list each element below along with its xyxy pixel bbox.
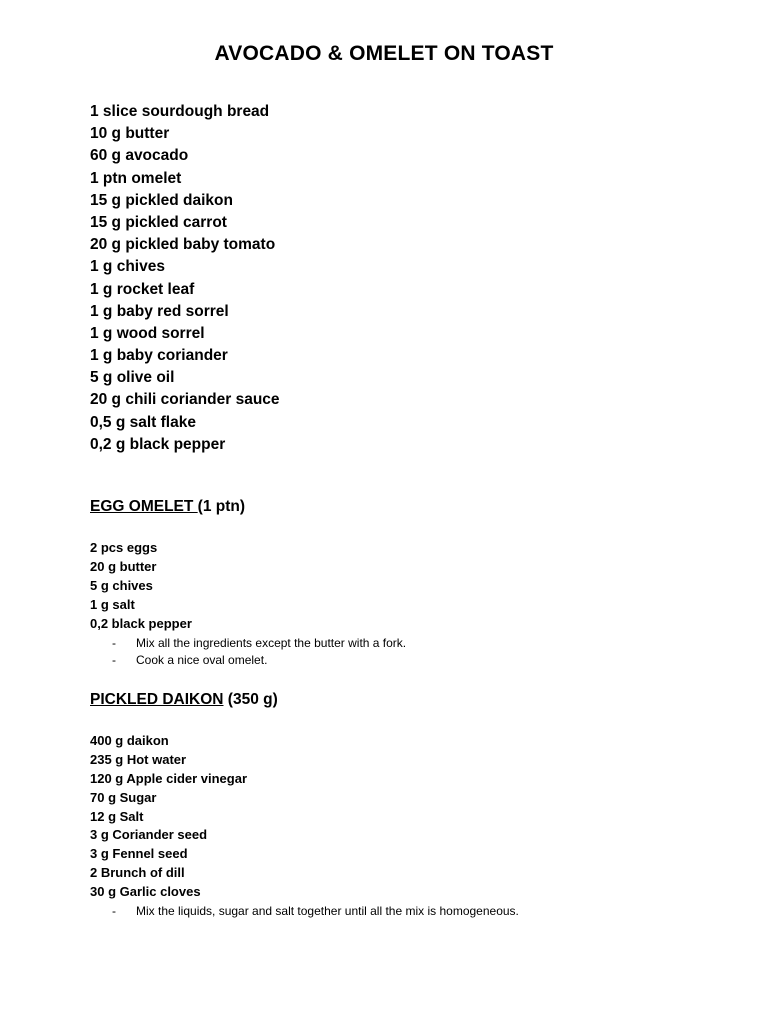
ingredient-item: 235 g Hot water [90,751,187,767]
ingredient-item: 1 g baby red sorrel [90,302,229,320]
pickled-daikon-yield: (350 g) [227,691,278,708]
ingredient-item: 3 g Fennel seed [90,846,188,862]
step-item [112,635,406,652]
egg-omelet-name: EGG OMELET [90,498,198,515]
ingredient-item: 3 g Coriander seed [90,827,208,843]
bullet-dash: - [112,904,116,918]
ingredient-item: 120 g Apple cider vinegar [90,770,248,786]
ingredient-item: 5 g olive oil [90,369,175,387]
ingredient-item: 1 slice sourdough bread [90,103,270,120]
ingredient-item: 5 g chives [90,577,153,593]
ingredient-item: 1 g rocket leaf [90,280,195,298]
ingredient-item: 15 g pickled carrot [90,213,227,231]
pickled-daikon-steps [112,903,519,920]
page-title: AVOCADO & OMELET ON TOAST [214,42,554,65]
step-text: Mix the liquids, sugar and salt together until all the mix is homogeneous. [136,904,519,918]
ingredient-item: 400 g daikon [90,733,169,748]
ingredient-item: 60 g avocado [90,147,189,165]
ingredient-item: 0,2 black pepper [90,615,192,631]
ingredient-item: 1 g salt [90,596,135,612]
pickled-daikon-ingredient-list [90,732,247,902]
ingredient-item: 1 g baby coriander [90,347,228,365]
ingredient-item: 20 g chili coriander sauce [90,391,280,409]
step-item [112,652,406,669]
ingredient-item: 20 g pickled baby tomato [90,236,276,254]
ingredient-item: 70 g Sugar [90,789,157,805]
ingredient-item: 2 Brunch of dill [90,865,185,881]
bullet-dash: - [112,636,116,650]
egg-omelet-heading [90,496,245,518]
ingredient-item: 0,2 g black pepper [90,435,226,453]
ingredient-item: 15 g pickled daikon [90,191,233,209]
ingredient-item: 10 g butter [90,125,170,143]
ingredient-item: 1 g wood sorrel [90,324,205,342]
ingredient-item: 0,5 g salt flake [90,413,196,431]
ingredient-item: 30 g Garlic cloves [90,884,201,900]
main-ingredient-list [90,101,280,456]
ingredient-item: 1 g chives [90,258,165,276]
step-item [112,903,519,920]
ingredient-item: 2 pcs eggs [90,540,158,555]
bullet-dash: - [112,652,116,667]
egg-omelet-yield: (1 ptn) [197,498,246,515]
ingredient-item: 1 ptn omelet [90,169,182,187]
pickled-daikon-heading [90,689,278,711]
step-text: Mix all the ingredients except the butter with a fork. [136,636,407,650]
step-text: Cook a nice oval omelet. [136,652,268,667]
egg-omelet-steps [112,635,406,668]
ingredient-item: 12 g Salt [90,808,144,824]
egg-omelet-ingredient-list [90,539,192,633]
ingredient-item: 20 g butter [90,558,157,574]
pickled-daikon-name: PICKLED DAIKON [90,691,224,708]
